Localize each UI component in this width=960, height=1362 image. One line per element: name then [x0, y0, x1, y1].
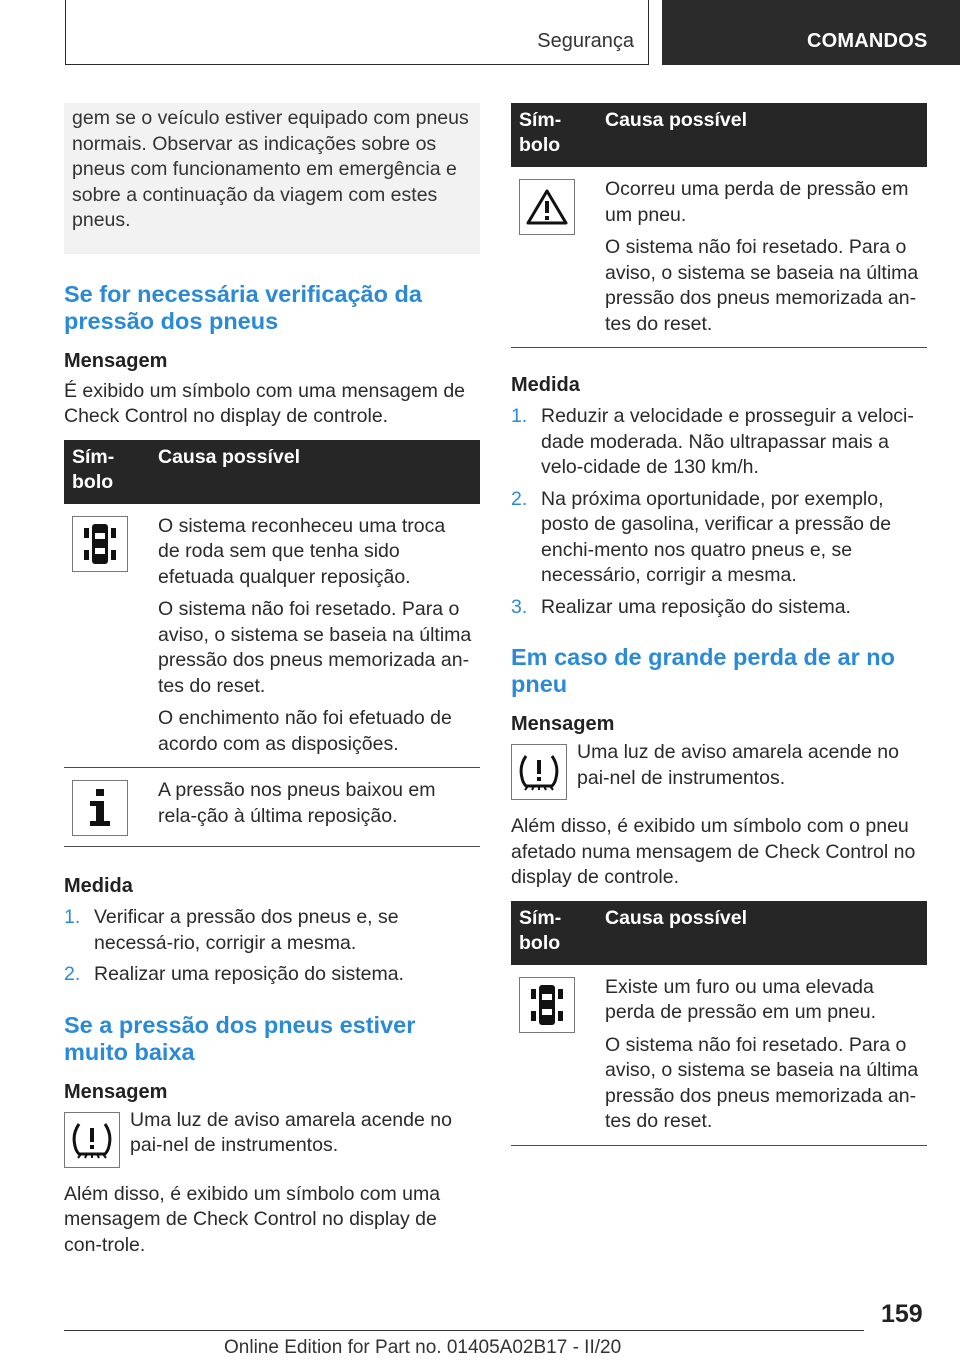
warning-message [64, 1108, 480, 1168]
table-row [511, 965, 927, 1146]
symbol-table-check [64, 440, 480, 848]
right-column [511, 103, 927, 1146]
message-heading: Mensagem [64, 1080, 168, 1103]
message-heading: Mensagem [64, 349, 168, 372]
section-title-check-pressure: Se for necessária verificação da pressão dos pneus [64, 280, 422, 334]
cause-text: Existe um furo ou uma elevada perda de pressão em um pneu. [605, 975, 877, 1023]
table-row [511, 167, 927, 348]
warning-text: Uma luz de aviso amarela acende no pai-nel de instrumentos. [130, 1108, 452, 1156]
cause-text: Ocorreu uma perda de pressão em um pneu. [605, 178, 909, 226]
table-row [64, 504, 480, 768]
table-header-symbol: Sím-bolo [64, 440, 150, 504]
info-icon [72, 780, 128, 836]
message-intro: Além disso, é exibido um símbolo com uma mensagem de Check Control no display de con-trole. [64, 1182, 441, 1256]
header-chapter-title: COMANDOS [807, 30, 928, 52]
message-heading: Mensagem [511, 713, 615, 735]
measure-steps [64, 905, 480, 988]
message-intro: É exibido um símbolo com uma mensagem de Check Control no display de controle. [64, 379, 466, 427]
cause-text: O enchimento não foi efetuado de acordo com as disposições. [158, 707, 452, 755]
cause-text: A pressão nos pneus baixou em rela-ção à última reposição. [158, 779, 436, 827]
cause-text: O sistema reconheceu uma troca de roda sem que tenha sido efetuada qualquer reposição. [158, 514, 446, 588]
tire-pressure-warning-icon [64, 1112, 120, 1168]
cause-text: O sistema não foi resetado. Para o aviso, o sistema se baseia na última pressão dos pneus memorizada an-tes do reset. [605, 236, 919, 335]
section-title-low-pressure: Se a pressão dos pneus estiver muito baixa [64, 1011, 416, 1065]
footer-edition: Online Edition for Part no. 01405A02B17 - II/20 [224, 1337, 622, 1358]
tire-pressure-warning-icon [511, 744, 567, 800]
note-text: gem se o veículo estiver equipado com pneus normais. Observar as indicações sobre os pneus com funcionamento em emergência e sobre a continuação da viagem com estes pneus. [72, 107, 469, 231]
table-row [64, 768, 480, 847]
symbol-table-air-loss [511, 901, 927, 1146]
measure-heading: Medida [511, 374, 580, 396]
list-item: 3. Realizar uma reposição do sistema. [511, 595, 851, 618]
warning-text: Uma luz de aviso amarela acende no pai-nel de instrumentos. [577, 741, 899, 789]
list-item: 2. Realizar uma reposição do sistema. [64, 963, 404, 985]
measure-heading: Medida [64, 875, 133, 897]
symbol-table-pressure-loss [511, 103, 927, 348]
header-section-box [65, 0, 649, 65]
footer-divider [64, 1330, 864, 1331]
list-item: 1. Verificar a pressão dos pneus e, se necessá-rio, corrigir a mesma. [64, 906, 399, 954]
table-header-symbol: Sím-bolo [511, 103, 597, 167]
cause-text: O sistema não foi resetado. Para o aviso, o sistema se baseia na última pressão dos pneus memorizada an-tes do reset. [158, 598, 472, 697]
table-header-symbol: Sím-bolo [511, 901, 597, 965]
table-header-cause: Causa possível [597, 901, 927, 965]
measure-steps [511, 404, 927, 620]
warning-message [511, 740, 927, 800]
message-intro: Além disso, é exibido um símbolo com o pneu afetado numa mensagem de Check Control no display de controle. [511, 815, 916, 888]
header-section-title: Segurança [537, 30, 634, 52]
list-item: 1. Reduzir a velocidade e prosseguir a veloci-dade moderada. Não ultrapassar mais a velo-cidade de 130 km/h. [511, 405, 914, 478]
warning-triangle-icon [519, 179, 575, 235]
car-top-view-icon [519, 977, 575, 1033]
table-header-cause: Causa possível [597, 103, 927, 167]
car-top-view-icon [72, 516, 128, 572]
note-box [64, 103, 480, 254]
left-column [64, 103, 480, 1258]
table-header-cause: Causa possível [150, 440, 480, 504]
section-title-air-loss: Em caso de grande perda de ar no pneu [511, 644, 895, 697]
header-chapter-box [662, 0, 960, 65]
page-number: 159 [881, 1300, 923, 1328]
list-item: 2. Na próxima oportunidade, por exemplo, posto de gasolina, verificar a pressão de enchi-mento nos quatro pneus e, se necessário, corrigir a mesma. [511, 487, 892, 586]
cause-text: O sistema não foi resetado. Para o aviso, o sistema se baseia na última pressão dos pneus memorizada an-tes do reset. [605, 1033, 919, 1132]
